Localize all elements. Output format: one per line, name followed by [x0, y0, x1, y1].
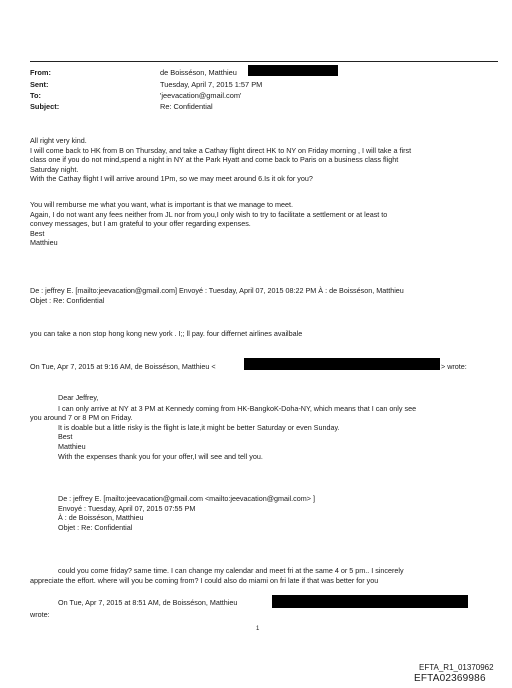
from-value: de Boisséson, Matthieu: [160, 68, 237, 77]
body-line: You will remburse me what you want, what is important is that we manage to meet.: [30, 200, 293, 209]
quoted-line: Dear Jeffrey,: [58, 393, 99, 402]
body-line: I will come back to HK from B on Thursday, and take a Cathay flight direct HK to NY on Friday morning , I will take a first: [30, 145, 412, 155]
reply-line: could you come friday? same time. I can change my calendar and meet fri at the same 4 or 5 pm.. I sincerely: [58, 566, 404, 575]
body-line: All right very kind.: [30, 136, 87, 145]
body-line: With the Cathay flight I will arrive around 1Pm, so we may meet around 6.Is it ok for you?: [30, 174, 313, 184]
redaction-bar: [244, 358, 440, 370]
forward-line: À : de Boisséson, Matthieu: [58, 513, 144, 523]
quoted-line: Matthieu: [58, 441, 86, 451]
forward-line: De : jeffrey E. [mailto:jeevacation@gmail.com] Envoyé : Tuesday, April 07, 2015 08:22 PM À : de Boisséson, Matthieu: [30, 286, 404, 295]
body-line: Best: [30, 228, 45, 238]
forward-header-2: [58, 494, 315, 532]
forward-line: Objet : Re: Confidential: [30, 295, 105, 305]
bates-stamp-1: EFTA_R1_01370962: [419, 663, 494, 672]
body-line: convey messages, but I am grateful to your offer regarding expenses.: [30, 219, 251, 229]
quoted-body: [30, 393, 417, 461]
page-number: 1: [256, 626, 260, 632]
quote-suffix-1: > wrote:: [441, 362, 467, 371]
quote-prefix-2: On Tue, Apr 7, 2015 at 8:51 AM, de Boisséson, Matthieu: [58, 598, 238, 607]
subject-label: Subject:: [30, 102, 60, 111]
redaction-bar: [248, 65, 338, 76]
header-rule: [30, 61, 498, 62]
quoted-line: It is doable but a little risky is the flight is late,it might be better Saturday or even Sunday.: [58, 422, 340, 432]
body-line: Matthieu: [30, 238, 58, 248]
reply-text-2: [30, 566, 404, 585]
sent-label: Sent:: [30, 80, 49, 89]
redaction-bar: [272, 595, 468, 608]
body-line: Again, I do not want any fees neither from JL nor from you,I only wish to try to facilitate a settlement or at least to: [30, 209, 388, 219]
quoted-line: Best: [58, 432, 73, 442]
forward-line: Envoyé : Tuesday, April 07, 2015 07:55 PM: [58, 503, 196, 513]
forward-line: De : jeffrey E. [mailto:jeevacation@gmail.com <mailto:jeevacation@gmail.com> ]: [58, 494, 315, 503]
quoted-line: With the expenses thank you for your offer,I will see and tell you.: [58, 451, 263, 461]
forward-line: Objet : Re: Confidential: [58, 522, 133, 532]
from-label: From:: [30, 68, 51, 77]
body-line: Saturday night.: [30, 164, 79, 174]
quote-prefix-1: On Tue, Apr 7, 2015 at 9:16 AM, de Boisséson, Matthieu <: [30, 362, 216, 371]
body-paragraph-2: [30, 200, 387, 248]
sent-value: Tuesday, April 7, 2015 1:57 PM: [160, 80, 263, 89]
quote-wrote-2: wrote:: [30, 610, 50, 619]
reply-line: appreciate the effort. where will you be coming from? I could also do miami on fri late if that was better for you: [30, 575, 379, 585]
quoted-line: you around 7 or 8 PM on Friday.: [30, 413, 133, 423]
body-line: class one if you do not mind,spend a night in NY at the Park Hyatt and come back to Paris on a business class flight: [30, 155, 399, 165]
reply-text-1: you can take a non stop hong kong new york . I;; ll pay. four differnet airlines availbale: [30, 329, 303, 338]
bates-stamp-2: EFTA02369986: [414, 673, 486, 684]
body-paragraph-1: [30, 136, 411, 184]
to-label: To:: [30, 91, 41, 100]
to-value: 'jeevacation@gmail.com': [160, 91, 242, 100]
subject-value: Re: Confidential: [160, 102, 213, 111]
forward-header-1: [30, 286, 404, 305]
quoted-line: I can only arrive at NY at 3 PM at Kennedy coming from HK-BangkoK-Doha-NY, which means that I can only see: [58, 403, 417, 413]
